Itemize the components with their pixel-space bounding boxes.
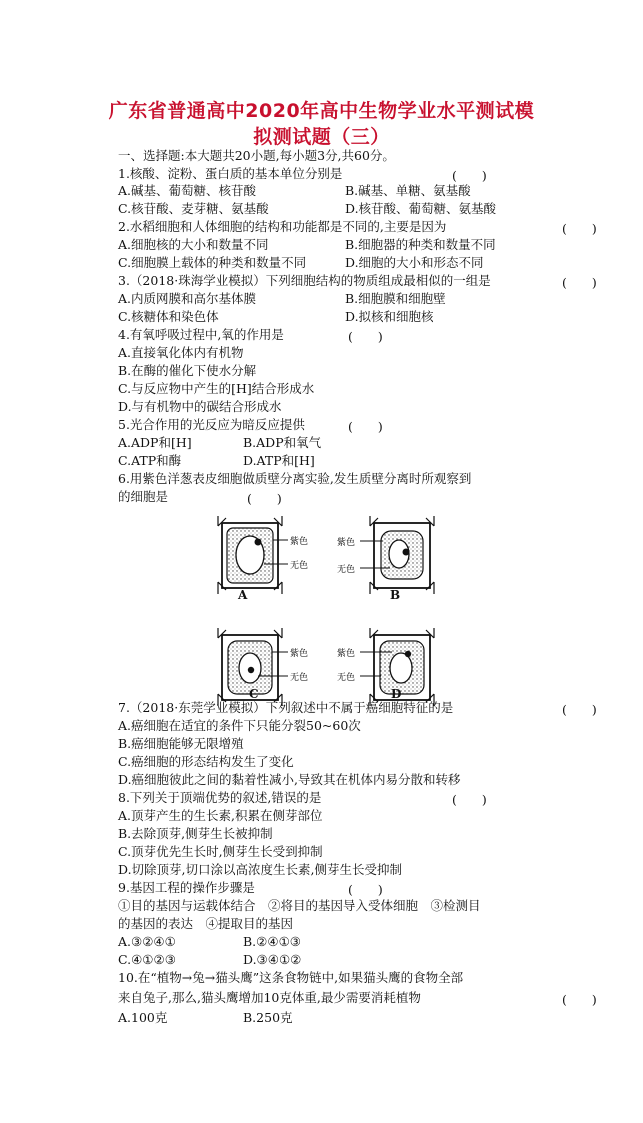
q7-option-c: C.癌细胞的形态结构发生了变化 — [118, 754, 294, 769]
q5-option-c: C.ATP和酶 — [118, 453, 182, 468]
q8-option-a: A.顶芽产生的生长素,积累在侧芽部位 — [118, 808, 323, 823]
q6-d-clear-label: 无色 — [337, 673, 356, 683]
q1-answer-blank: ( ) — [452, 168, 487, 183]
q8-option-d: D.切除顶芽,切口涂以高浓度生长素,侧芽生长受抑制 — [118, 862, 402, 877]
q5-option-d: D.ATP和[H] — [243, 453, 315, 468]
q6-answer-blank: ( ) — [247, 491, 282, 506]
q9-answer-blank: ( ) — [348, 882, 383, 897]
q3-option-d: D.拟核和细胞核 — [345, 309, 434, 324]
q6-c-purple-label: 紫色 — [290, 649, 309, 659]
q4-option-b: B.在酶的催化下使水分解 — [118, 363, 257, 378]
q7-stem: 7.（2018·东莞学业模拟）下列叙述中不属于癌细胞特征的是 — [118, 700, 454, 715]
q5-answer-blank: ( ) — [348, 419, 383, 434]
q1-option-d: D.核苷酸、葡萄糖、氨基酸 — [345, 201, 497, 216]
q6-d-purple-label: 紫色 — [337, 649, 356, 659]
q6-stem-line2: 的细胞是 — [118, 489, 169, 504]
q2-answer-blank: ( ) — [562, 221, 597, 236]
q2-option-c: C.细胞膜上载体的种类和数量不同 — [118, 255, 307, 270]
q8-option-b: B.去除顶芽,侧芽生长被抑制 — [118, 826, 273, 841]
q3-option-b: B.细胞膜和细胞壁 — [345, 291, 446, 306]
q8-option-c: C.顶芽优先生长时,侧芽生长受到抑制 — [118, 844, 323, 859]
q6-figure-d-letter: D — [391, 687, 402, 701]
q4-option-c: C.与反应物中产生的[H]结合形成水 — [118, 381, 315, 396]
q6-figure-panel — [0, 510, 643, 710]
q2-stem: 2.水稻细胞和人体细胞的结构和功能都是不同的,主要是因为 — [118, 219, 447, 234]
q6-a-clear-label: 无色 — [290, 561, 309, 571]
section-header: 一、选择题:本大题共20小题,每小题3分,共60分。 — [118, 148, 395, 163]
q6-figure-b — [360, 516, 434, 594]
q3-answer-blank: ( ) — [562, 275, 597, 290]
q5-stem: 5.光合作用的光反应为暗反应提供 — [118, 417, 305, 432]
q2-option-d: D.细胞的大小和形态不同 — [345, 255, 484, 270]
q3-option-a: A.内质网膜和高尔基体膜 — [118, 291, 257, 306]
q4-option-a: A.直接氧化体内有机物 — [118, 345, 244, 360]
page-title-line1: 广东省普通高中2020年高中生物学业水平测试模 — [108, 100, 535, 122]
q6-figure-a-letter: A — [238, 588, 248, 602]
q7-option-a: A.癌细胞在适宜的条件下只能分裂50~60次 — [118, 718, 361, 733]
q8-stem: 8.下列关于顶端优势的叙述,错误的是 — [118, 790, 322, 805]
q2-option-a: A.细胞核的大小和数量不同 — [118, 237, 269, 252]
q1-option-a: A.碱基、葡萄糖、核苷酸 — [118, 183, 257, 198]
q4-option-d: D.与有机物中的碳结合形成水 — [118, 399, 282, 414]
q10-answer-blank: ( ) — [562, 992, 597, 1007]
q9-option-c: C.④①②③ — [118, 952, 176, 967]
q6-a-purple-label: 紫色 — [290, 537, 309, 547]
q2-option-b: B.细胞器的种类和数量不同 — [345, 237, 496, 252]
q5-option-b: B.ADP和氧气 — [243, 435, 322, 450]
q9-steps-line2: 的基因的表达 ④提取目的基因 — [118, 916, 294, 931]
q1-stem: 1.核酸、淀粉、蛋白质的基本单位分别是 — [118, 166, 343, 181]
q9-option-b: B.②④①③ — [243, 934, 301, 949]
q9-option-d: D.③④①② — [243, 952, 302, 967]
q9-stem: 9.基因工程的操作步骤是 — [118, 880, 255, 895]
q6-c-clear-label: 无色 — [290, 673, 309, 683]
q10-stem-line1: 10.在“植物→兔→猫头鹰”这条食物链中,如果猫头鹰的食物全部 — [118, 970, 464, 985]
q10-option-a: A.100克 — [118, 1010, 168, 1025]
q7-answer-blank: ( ) — [562, 702, 597, 717]
q5-option-a: A.ADP和[H] — [118, 435, 192, 450]
q6-figure-c-letter: C — [249, 687, 259, 701]
q6-b-clear-label: 无色 — [337, 565, 356, 575]
q6-figure-b-letter: B — [390, 588, 401, 602]
q3-stem: 3.（2018·珠海学业模拟）下列细胞结构的物质组成最相似的一组是 — [118, 273, 491, 288]
q4-stem: 4.有氧呼吸过程中,氧的作用是 — [118, 327, 284, 342]
q1-option-b: B.碱基、单糖、氨基酸 — [345, 183, 471, 198]
q10-stem-line2: 来自兔子,那么,猫头鹰增加10克体重,最少需要消耗植物 — [118, 990, 421, 1005]
q1-option-c: C.核苷酸、麦芽糖、氨基酸 — [118, 201, 269, 216]
q10-option-b: B.250克 — [243, 1010, 293, 1025]
q6-b-purple-label: 紫色 — [337, 538, 356, 548]
q7-option-d: D.癌细胞彼此之间的黏着性减小,导致其在机体内易分散和转移 — [118, 772, 461, 787]
q9-steps-line1: ①目的基因与运载体结合 ②将目的基因导入受体细胞 ③检测目 — [118, 898, 481, 913]
q4-answer-blank: ( ) — [348, 329, 383, 344]
page-title-line2: 拟测试题（三） — [253, 126, 390, 148]
q8-answer-blank: ( ) — [452, 792, 487, 807]
q3-option-c: C.核糖体和染色体 — [118, 309, 219, 324]
q7-option-b: B.癌细胞能够无限增殖 — [118, 736, 244, 751]
q9-option-a: A.③②④① — [118, 934, 176, 949]
q6-stem-line1: 6.用紫色洋葱表皮细胞做质壁分离实验,发生质壁分离时所观察到 — [118, 471, 472, 486]
q6-figure-a — [218, 516, 288, 594]
